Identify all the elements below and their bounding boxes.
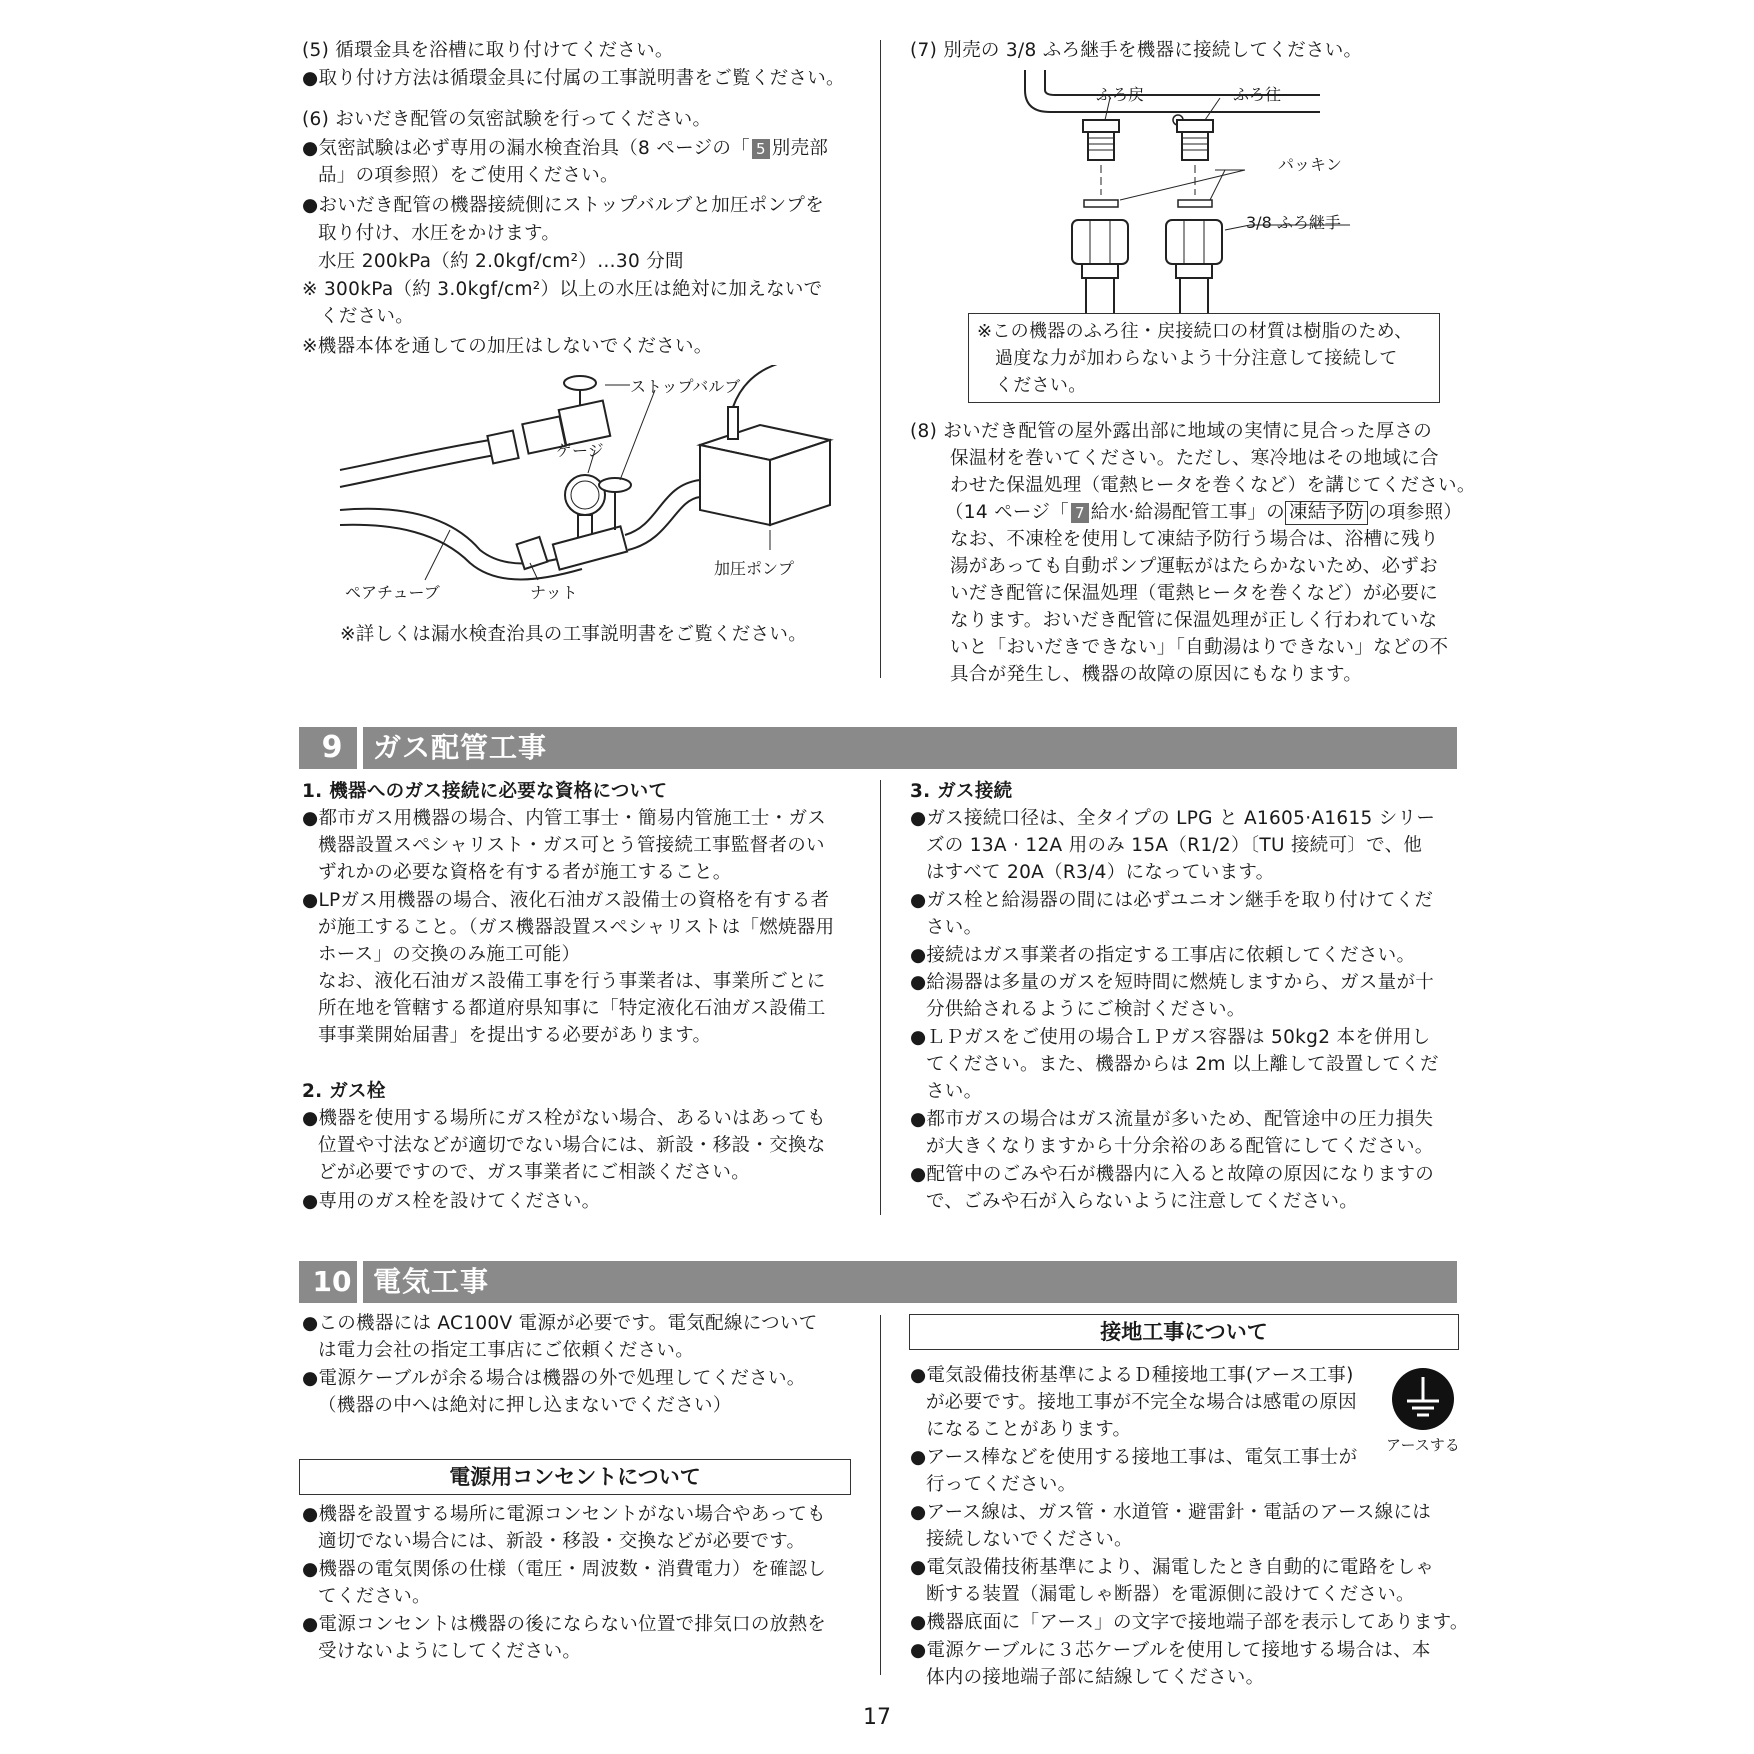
- gas-q-b2-l3: ホース」の交換のみ施工可能）: [318, 944, 581, 965]
- gas-c-b3: ●接続はガス事業者の指定する工事店に依頼してください。: [910, 945, 1416, 966]
- step-6-note1-line2: ください。: [320, 306, 415, 327]
- gas-q-b1-l1: ●都市ガス用機器の場合、内管工事士・簡易内管施工士・ガス: [302, 808, 827, 829]
- ground-b2-l1: ●アース棒などを使用する接地工事は、電気工事士が: [910, 1447, 1358, 1468]
- gas-cock-b2: ●専用のガス栓を設けてください。: [302, 1191, 601, 1212]
- gas-c-b7-l1: ●配管中のごみや石が機器内に入ると故障の原因になりますの: [910, 1164, 1435, 1185]
- step-6-bullet1-line1: ●気密試験は必ず専用の漏水検査治具（8 ページの「 5 別売部: [302, 138, 829, 159]
- step-8-line7: いだき配管に保温処理（電熱ヒータを巻くなど）が必要に: [950, 583, 1439, 604]
- step-6-bullet2-line1: ●おいだき配管の機器接続側にストップバルブと加圧ポンプを: [302, 195, 825, 216]
- elec-b2-l1: ●電源ケーブルが余る場合は機器の外で処理してください。: [302, 1368, 806, 1389]
- gas-c-b1-l1: ●ガス接続口径は、全タイプの LPG と A1605·A1615 シリー: [910, 808, 1436, 829]
- step-6: (6) おいだき配管の気密試験を行ってください。: [302, 109, 712, 130]
- step-5: (5) 循環金具を浴槽に取り付けてください。: [302, 40, 674, 61]
- earth-ground-icon: [1391, 1367, 1455, 1431]
- column-divider-section10: [880, 1315, 881, 1675]
- elec-b1-l1: ●この機器には AC100V 電源が必要です。電気配線について: [302, 1313, 818, 1334]
- label-nut: ナット: [530, 583, 578, 602]
- step-8-line4: （14 ページ「 7 給水·給湯配管工事」の 凍結予防 の項参照）: [945, 502, 1463, 523]
- gas-cock-b1-l1: ●機器を使用する場所にガス栓がない場合、あるいはあっても: [302, 1108, 826, 1129]
- gas-cock-heading: 2. ガス栓: [302, 1081, 386, 1102]
- column-divider-top: [880, 40, 881, 678]
- gas-q-b2-l2: が施工すること。（ガス機器設置スペシャリストは「燃焼器用: [318, 917, 835, 938]
- section-9-title: ガス配管工事: [373, 731, 548, 764]
- step-6-bullet2-line2: 取り付け、水圧をかけます。: [318, 223, 561, 244]
- gas-cock-b1-l2: 位置や寸法などが適切でない場合には、新設・移設・交換な: [318, 1135, 826, 1156]
- gas-q-b2-l4: なお、液化石油ガス設備工事を行う事業者は、事業所ごとに: [318, 971, 826, 992]
- ground-b1-l3: になることがあります。: [926, 1419, 1132, 1440]
- page-number: 17: [863, 1705, 891, 1730]
- gas-c-b5-l3: さい。: [926, 1081, 983, 1102]
- label-stop-valve: ストップバルブ: [630, 377, 741, 396]
- elec-b1-l2: は電力会社の指定工事店にご依頼ください。: [318, 1340, 695, 1361]
- step-6-note1-line1: ※ 300kPa（約 3.0kgf/cm²）以上の水圧は絶対に加えないで: [302, 279, 823, 300]
- gas-c-b4-l2: 分供給されるようにご検討ください。: [926, 999, 1246, 1020]
- ground-b3-l2: 接続しないでください。: [926, 1529, 1133, 1550]
- ground-b3-l1: ●アース線は、ガス管・水道管・避雷針・電話のアース線には: [910, 1502, 1432, 1523]
- section-9-number: 9: [321, 730, 343, 765]
- column-divider-section9: [880, 780, 881, 1215]
- elec-b2-l2: （機器の中へは絶対に押し込まないでください）: [318, 1395, 732, 1416]
- step-6-pressure: 水圧 200kPa（約 2.0kgf/cm²）…30 分間: [318, 251, 684, 272]
- outlet-b3-l1: ●電源コンセントは機器の後にならない位置で排気口の放熱を: [302, 1614, 827, 1635]
- step-8-line6: 湯があっても自動ポンプ運転がはたらかないため、必ずお: [950, 556, 1438, 577]
- gas-c-b2-l2: さい。: [926, 917, 983, 938]
- gas-q-b1-l3: ずれかの必要な資格を有する者が施工すること。: [318, 862, 732, 883]
- step-7: (7) 別売の 3/8 ふろ継手を機器に接続してください。: [910, 40, 1363, 61]
- section-9-header: [299, 727, 1457, 769]
- gas-q-b2-l5: 所在地を管轄する都道府県知事に「特定液化石油ガス設備工: [318, 998, 826, 1019]
- ground-b2-l2: 行ってください。: [926, 1474, 1077, 1495]
- section-ref-badge: 5: [752, 139, 770, 159]
- step-8-line9: いと「おいだきできない」「自動湯はりできない」などの不: [950, 637, 1449, 658]
- ground-b5: ●機器底面に「アース」の文字で接地端子部を表示してあります。: [910, 1612, 1469, 1633]
- gas-qualification-heading: 1. 機器へのガス接続に必要な資格について: [302, 781, 668, 802]
- gas-q-b1-l2: 機器設置スペシャリスト・ガス可とう管接続工事監督者のい: [318, 835, 825, 856]
- caution-line1: ※この機器のふろ往・戻接続口の材質は樹脂のため、: [977, 321, 1413, 342]
- outlet-heading: 電源用コンセントについて: [299, 1459, 851, 1495]
- ground-b6-l1: ●電源ケーブルに３芯ケーブルを使用して接地する場合は、本: [910, 1640, 1431, 1661]
- gas-q-b2-l1: ●LPガス用機器の場合、液化石油ガス設備士の資格を有する者: [302, 890, 830, 911]
- step-5-bullet: ●取り付け方法は循環金具に付属の工事説明書をご覧ください。: [302, 68, 845, 89]
- outlet-b2-l1: ●機器の電気関係の仕様（電圧・周波数・消費電力）を確認し: [302, 1559, 827, 1580]
- gas-c-b5-l1: ●ＬＰガスをご使用の場合ＬＰガス容器は 50kg2 本を併用し: [910, 1027, 1431, 1048]
- caution-line3: ください。: [995, 375, 1087, 396]
- step-6-bullet1-line2: 品」の項参照）をご使用ください。: [318, 165, 619, 186]
- label-pump: 加圧ポンプ: [714, 559, 795, 578]
- label-packing: パッキン: [1278, 155, 1342, 174]
- step-8-line2: 保温材を巻いてください。ただし、寒冷地はその地域に合: [950, 448, 1439, 469]
- section-10-number: 10: [312, 1265, 352, 1298]
- section-10-header: [299, 1261, 1457, 1303]
- gas-c-b1-l3: はすべて 20A（R3/4）になっています。: [926, 862, 1275, 883]
- caution-line2: 過度な力が加わらないよう十分注意して接続して: [995, 348, 1398, 369]
- label-gauge: ゲージ: [556, 441, 604, 460]
- outlet-b2-l2: てください。: [318, 1586, 431, 1607]
- gas-c-b7-l2: で、ごみや石が入らないように注意してください。: [926, 1191, 1359, 1212]
- label-pair-tube: ペアチューブ: [345, 583, 440, 602]
- gas-connection-heading: 3. ガス接続: [910, 781, 1013, 802]
- figure-note: ※詳しくは漏水検査治具の工事説明書をご覧ください。: [340, 624, 808, 645]
- ground-b4-l1: ●電気設備技術基準により、漏電したとき自動的に電路をしゃ: [910, 1557, 1435, 1578]
- step-8-line3: わせた保温処理（電熱ヒータを巻くなど）を講じてください。: [950, 475, 1476, 496]
- gas-cock-b1-l3: どが必要ですので、ガス事業者にご相談ください。: [318, 1162, 751, 1183]
- caution-box: [968, 313, 1440, 403]
- step-8-line5: なお、不凍栓を使用して凍結予防行う場合は、浴槽に残り: [950, 529, 1439, 550]
- gas-c-b2-l1: ●ガス栓と給湯器の間には必ずユニオン継手を取り付けてくだ: [910, 890, 1434, 911]
- section-ref-badge: 7: [1071, 503, 1089, 523]
- outlet-b3-l2: 受けないようにしてください。: [318, 1641, 582, 1662]
- ground-b1-l2: が必要です。接地工事が不完全な場合は感電の原因: [926, 1392, 1357, 1413]
- label-bath-return: ふろ戻: [1096, 85, 1145, 104]
- ground-b6-l2: 体内の接地端子部に結線してください。: [926, 1667, 1265, 1688]
- outlet-b1-l2: 適切でない場合には、新設・移設・交換などが必要です。: [318, 1531, 806, 1552]
- ground-b1-l1: ●電気設備技術基準によるＤ種接地工事(アース工事): [910, 1365, 1354, 1386]
- step-8-line1: (8) おいだき配管の屋外露出部に地域の実情に見合った厚さの: [910, 421, 1433, 442]
- gas-c-b5-l2: てください。また、機器からは 2m 以上離して設置してくだ: [926, 1054, 1439, 1075]
- grounding-heading: 接地工事について: [909, 1314, 1459, 1350]
- frozen-prevention-ref: 凍結予防: [1285, 501, 1368, 525]
- label-bath-out: ふろ往: [1233, 85, 1282, 104]
- gas-q-b2-l6: 事事業開始届書」を提出する必要があります。: [318, 1025, 712, 1046]
- gas-c-b6-l1: ●都市ガスの場合はガス流量が多いため、配管途中の圧力損失: [910, 1109, 1434, 1130]
- section-10-title: 電気工事: [373, 1265, 490, 1298]
- gas-c-b1-l2: ズの 13A · 12A 用のみ 15A（R1/2）〔TU 接続可〕で、他: [926, 835, 1423, 856]
- outlet-b1-l1: ●機器を設置する場所に電源コンセントがない場合やあっても: [302, 1504, 826, 1525]
- gas-c-b6-l2: が大きくなりますから十分余裕のある配管にしてください。: [926, 1136, 1434, 1157]
- step-8-line8: なります。おいだき配管に保温処理が正しく行われていな: [950, 610, 1438, 631]
- label-bath-joint: 3/8 ふろ継手: [1246, 213, 1341, 232]
- bath-joint-diagram: [1010, 70, 1370, 320]
- earth-label: アースする: [1386, 1436, 1460, 1454]
- gas-c-b4-l1: ●給湯器は多量のガスを短時間に燃焼しますから、ガス量が十: [910, 972, 1435, 993]
- step-8-line10: 具合が発生し、機器の故障の原因にもなります。: [950, 664, 1363, 685]
- ground-b4-l2: 断する装置（漏電しゃ断器）を電源側に設けてください。: [926, 1584, 1415, 1605]
- step-6-note2: ※機器本体を通しての加圧はしないでください。: [302, 336, 713, 357]
